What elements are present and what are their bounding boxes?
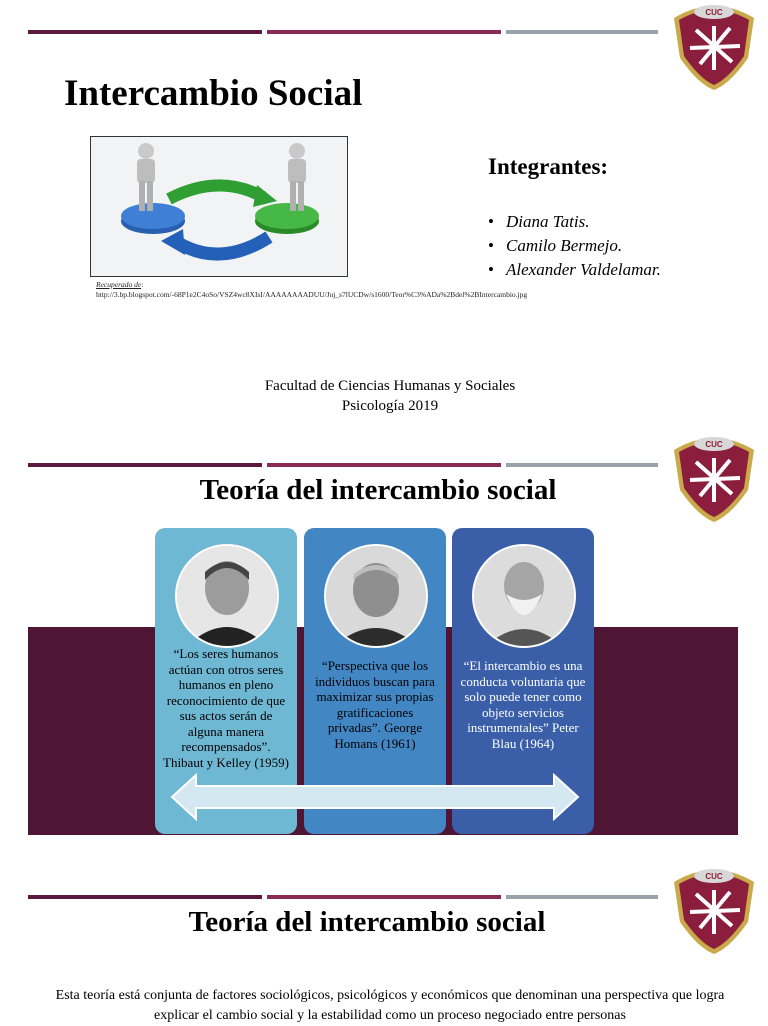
caption-credit: Recuperado de bbox=[96, 280, 142, 289]
theory-quote: “Perspectiva que los individuos buscan para maximizar sus propias gratificaciones privadas”. George Homans (1961) bbox=[315, 658, 435, 751]
theory-description: Esta teoría está conjunta de factores sociológicos, psicológicos y económicos que denominan una perspectiva que logra explicar el cambio social y la estabilidad como un proceso negociado entre personas bbox=[55, 988, 725, 1023]
divider-line bbox=[506, 463, 658, 467]
divider-line bbox=[28, 30, 262, 34]
image-caption bbox=[96, 280, 528, 300]
divider-line bbox=[506, 895, 658, 899]
faculty-name: Facultad de Ciencias Humanas y Sociales bbox=[264, 378, 516, 394]
svg-text:CUC: CUC bbox=[705, 440, 723, 449]
faculty-info bbox=[0, 376, 768, 416]
member-item: • Diana Tatis. bbox=[488, 210, 661, 234]
members-list bbox=[488, 210, 661, 282]
portrait-photo-icon bbox=[175, 544, 279, 648]
divider-line bbox=[267, 463, 501, 467]
portrait-photo-icon bbox=[472, 544, 576, 648]
svg-text:CUC: CUC bbox=[705, 872, 723, 881]
caption-url: : http://3.bp.blogspot.com/-68P1e2C4oSo/VSZ4wc8XIsI/AAAAAAAADUU/Juj_s7lUCDw/s1600/Teor%C3%ADa%2Bdel%2BIntercambio.jpg bbox=[96, 280, 528, 299]
cuc-shield-logo-icon bbox=[670, 0, 758, 92]
divider-line bbox=[28, 463, 262, 467]
slide-title: Intercambio Social bbox=[64, 73, 363, 114]
member-item: • Alexander Valdelamar. bbox=[488, 258, 661, 282]
theory-quote: “El intercambio es una conducta voluntaria que solo puede tener como objeto servicios instrumentales” Peter Blau (1964) bbox=[460, 658, 586, 751]
program-year: Psicología 2019 bbox=[341, 398, 439, 414]
divider-line bbox=[267, 895, 501, 899]
slide-title: Teoría del intercambio social bbox=[199, 474, 557, 506]
divider-line bbox=[28, 895, 262, 899]
double-arrow-icon bbox=[170, 773, 580, 821]
divider-line bbox=[506, 30, 658, 34]
divider-line bbox=[267, 30, 501, 34]
theory-quote: “Los seres humanos actúan con otros seres humanos en pleno reconocimiento de que sus actos serán de alguna manera recompensados”. Thibaut y Kelley (1959) bbox=[163, 646, 289, 770]
members-heading: Integrantes: bbox=[488, 154, 609, 179]
portrait-photo-icon bbox=[324, 544, 428, 648]
people-exchange-illustration-icon bbox=[90, 136, 348, 277]
slide-title: Teoría del intercambio social bbox=[188, 906, 546, 938]
member-item: • Camilo Bermejo. bbox=[488, 234, 661, 258]
svg-text:CUC: CUC bbox=[705, 8, 723, 17]
